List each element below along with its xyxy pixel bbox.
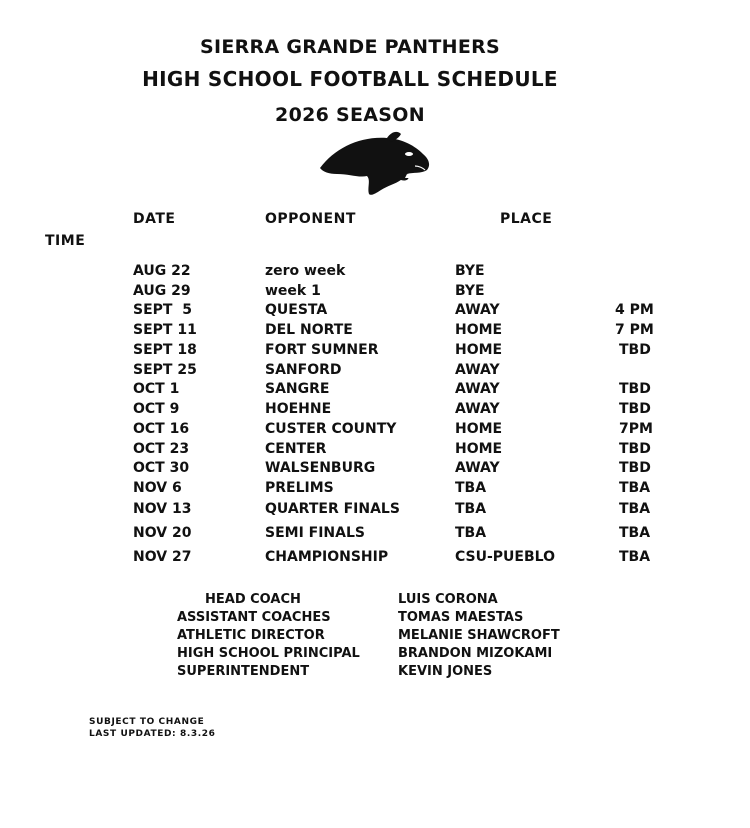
game-place: AWAY	[455, 362, 500, 378]
game-place: HOME	[455, 322, 503, 338]
staff-row	[0, 646, 750, 664]
game-date: NOV 13	[133, 501, 192, 517]
game-opponent: SANFORD	[265, 362, 342, 378]
game-time: TBD	[619, 401, 651, 417]
game-place: AWAY	[455, 401, 500, 417]
game-date: NOV 27	[133, 549, 192, 565]
game-date: AUG 22	[133, 263, 191, 279]
game-date: OCT 9	[133, 401, 180, 417]
game-row	[0, 342, 750, 362]
column-header-opponent: OPPONENT	[265, 211, 356, 227]
staff-name: LUIS CORONA	[398, 592, 498, 607]
game-opponent: CENTER	[265, 441, 327, 457]
game-opponent: DEL NORTE	[265, 322, 353, 338]
game-row	[0, 441, 750, 461]
game-row	[0, 480, 750, 500]
game-place: HOME	[455, 421, 503, 437]
game-date: OCT 30	[133, 460, 190, 476]
game-date: SEPT 25	[133, 362, 197, 378]
game-date: SEPT 18	[133, 342, 197, 358]
game-row	[0, 460, 750, 480]
last-updated-note: LAST UPDATED: 8.3.26	[89, 729, 216, 739]
game-place: AWAY	[455, 302, 500, 318]
staff-role: ATHLETIC DIRECTOR	[177, 628, 325, 643]
game-time: TBA	[619, 525, 651, 541]
game-date: OCT 1	[133, 381, 180, 397]
staff-row	[0, 610, 750, 628]
column-header-place: PLACE	[500, 211, 553, 227]
game-row	[0, 302, 750, 322]
staff-role: SUPERINTENDENT	[177, 664, 310, 679]
game-time: 7 PM	[615, 322, 654, 338]
staff-name: KEVIN JONES	[398, 664, 493, 679]
game-place: CSU-PUEBLO	[455, 549, 555, 565]
game-place: AWAY	[455, 460, 500, 476]
game-opponent: SANGRE	[265, 381, 330, 397]
game-time: TBD	[619, 381, 651, 397]
staff-role: HIGH SCHOOL PRINCIPAL	[177, 646, 360, 661]
game-place: HOME	[455, 441, 503, 457]
game-opponent: CHAMPIONSHIP	[265, 549, 389, 565]
game-opponent: HOEHNE	[265, 401, 332, 417]
game-row	[0, 381, 750, 401]
game-opponent: PRELIMS	[265, 480, 334, 496]
staff-name: BRANDON MIZOKAMI	[398, 646, 553, 661]
game-date: OCT 16	[133, 421, 190, 437]
game-opponent: QUARTER FINALS	[265, 501, 400, 517]
game-place: HOME	[455, 342, 503, 358]
game-row	[0, 263, 750, 283]
staff-row	[0, 664, 750, 682]
game-row	[0, 525, 750, 545]
game-opponent: SEMI FINALS	[265, 525, 365, 541]
game-time: TBA	[619, 549, 651, 565]
game-date: AUG 29	[133, 283, 191, 299]
game-time: TBD	[619, 342, 651, 358]
game-opponent: FORT SUMNER	[265, 342, 379, 358]
subject-to-change-note: SUBJECT TO CHANGE	[89, 717, 205, 727]
game-place: BYE	[455, 283, 485, 299]
game-time: 7PM	[619, 421, 653, 437]
game-date: NOV 6	[133, 480, 182, 496]
game-row	[0, 421, 750, 441]
game-opponent: WALSENBURG	[265, 460, 376, 476]
staff-name: MELANIE SHAWCROFT	[398, 628, 560, 643]
game-row	[0, 549, 750, 569]
panther-head-icon	[315, 128, 435, 198]
game-place: AWAY	[455, 381, 500, 397]
game-date: SEPT 11	[133, 322, 197, 338]
staff-name: TOMAS MAESTAS	[398, 610, 524, 625]
game-row	[0, 501, 750, 521]
game-time: TBD	[619, 441, 651, 457]
game-opponent: QUESTA	[265, 302, 328, 318]
game-time: 4 PM	[615, 302, 654, 318]
game-row	[0, 362, 750, 382]
staff-role: ASSISTANT COACHES	[177, 610, 331, 625]
game-place: BYE	[455, 263, 485, 279]
game-date: NOV 20	[133, 525, 192, 541]
column-header-time: TIME	[45, 233, 86, 249]
staff-role: HEAD COACH	[205, 592, 301, 607]
game-time: TBA	[619, 501, 651, 517]
column-header-date: DATE	[133, 211, 176, 227]
game-opponent: CUSTER COUNTY	[265, 421, 397, 437]
game-time: TBD	[619, 460, 651, 476]
title-line-1: SIERRA GRANDE PANTHERS	[199, 36, 501, 58]
title-line-3: 2026 SEASON	[275, 104, 425, 126]
game-time: TBA	[619, 480, 651, 496]
game-opponent: week 1	[265, 283, 321, 299]
game-place: TBA	[455, 525, 487, 541]
game-opponent: zero week	[265, 263, 346, 279]
title-line-2: HIGH SCHOOL FOOTBALL SCHEDULE	[142, 67, 558, 91]
staff-row	[0, 628, 750, 646]
game-place: TBA	[455, 480, 487, 496]
game-row	[0, 283, 750, 303]
staff-row	[0, 592, 750, 610]
game-row	[0, 322, 750, 342]
game-row	[0, 401, 750, 421]
game-place: TBA	[455, 501, 487, 517]
game-date: SEPT 5	[133, 302, 192, 318]
game-date: OCT 23	[133, 441, 190, 457]
